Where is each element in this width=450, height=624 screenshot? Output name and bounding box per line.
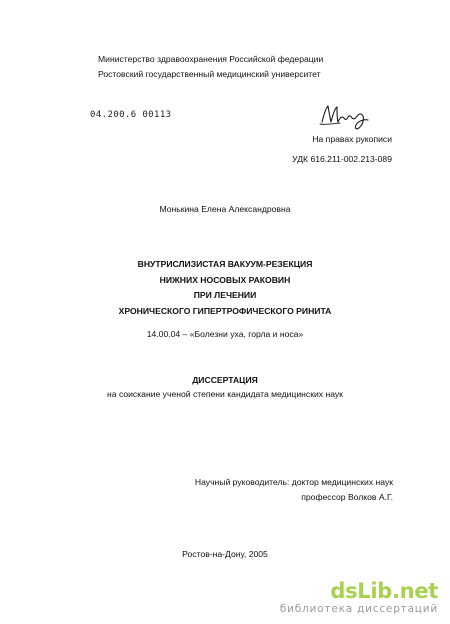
author-name: Монькина Елена Александровна — [159, 204, 291, 214]
watermark — [280, 580, 438, 616]
dissertation-title — [0, 257, 450, 319]
dissertation-label: ДИССЕРТАЦИЯ — [192, 375, 258, 385]
degree-purpose: на соискание ученой степени кандидата медицинских наук — [107, 389, 343, 399]
signature-icon — [318, 100, 370, 134]
title-line-4: ХРОНИЧЕСКОГО ГИПЕРТРОФИЧЕСКОГО РИНИТА — [118, 305, 332, 316]
city-year: Ростов-на-Дону, 2005 — [182, 549, 268, 559]
supervisor-name: профессор Волков А.Г. — [301, 492, 393, 502]
header-institutions — [98, 52, 323, 81]
watermark-logo: dsLib.net — [330, 579, 438, 603]
manuscript-rights: На правах рукописи — [312, 134, 392, 144]
university-name: Ростовский государственный медицинский университет — [98, 68, 321, 79]
title-line-2: НИЖНИХ НОСОВЫХ РАКОВИН — [159, 274, 291, 285]
supervisor-degree: Научный руководитель: доктор медицинских наук — [194, 477, 393, 487]
watermark-subtitle: библиотека диссертаций — [279, 603, 438, 615]
ministry-name: Министерство здравоохранения Российской федерации — [98, 54, 324, 64]
specialty-code: 14.00.04 – «Болезни уха, горла и носа» — [146, 329, 304, 339]
title-line-1: ВНУТРИСЛИЗИСТАЯ ВАКУУМ-РЕЗЕКЦИЯ — [137, 259, 313, 269]
title-line-3: ПРИ ЛЕЧЕНИИ — [193, 290, 257, 300]
udk-code: УДК 616.211-002.213-089 — [292, 154, 392, 164]
registration-number: 04.200.6 00113 — [90, 110, 172, 120]
